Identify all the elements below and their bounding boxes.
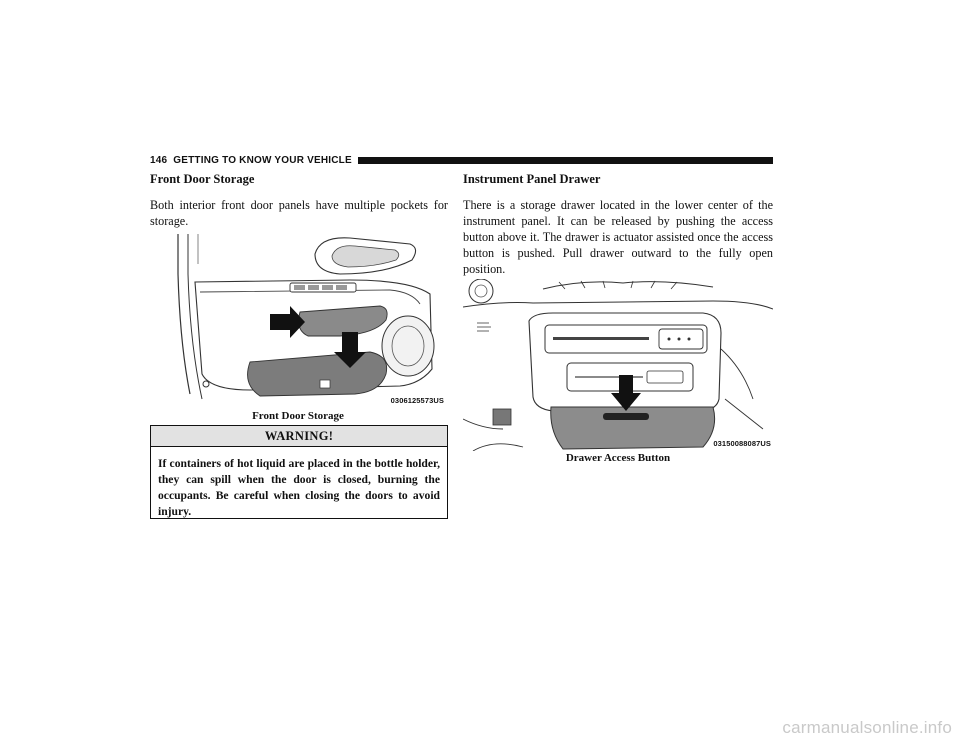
warning-box (150, 425, 448, 519)
right-column (463, 172, 773, 469)
instrument-panel-drawer-heading: Instrument Panel Drawer (463, 172, 601, 186)
figure-caption-door: Front Door Storage (252, 410, 344, 422)
instrument-panel-drawer-text: There is a storage drawer located in the lower center of the instrument panel. It can be released by pushing the access button above it. The drawer is actuator assisted once the access button is pushed. Pull drawer outward to the fully open position. (463, 198, 773, 276)
warning-title: WARNING! (151, 426, 447, 447)
header-label (150, 155, 358, 166)
front-door-storage-text: Both interior front door panels have multiple pockets for storage. (150, 198, 448, 228)
drawer-figure (463, 279, 773, 469)
figure-code-door: 0306125573US (390, 396, 444, 405)
front-door-storage-heading: Front Door Storage (150, 172, 255, 186)
warning-text: If containers of hot liquid are placed in the bottle holder, they can spill when the door is closed, burning the occupants. Be careful when closing the doors to avoid injury. (158, 457, 440, 518)
figure-caption-drawer: Drawer Access Button (565, 452, 671, 464)
door-panel-illustration (150, 234, 446, 408)
page-number: 146 (150, 154, 168, 166)
left-column (150, 172, 448, 422)
section-title: GETTING TO KNOW YOUR VEHICLE (173, 154, 352, 166)
watermark: carmanualsonline.info (782, 718, 952, 737)
header-rule (358, 157, 773, 164)
page-header (150, 153, 773, 167)
figure-code-drawer: 03150088087US (713, 439, 771, 448)
front-door-storage-figure (150, 234, 446, 422)
instrument-panel-illustration (463, 279, 773, 451)
